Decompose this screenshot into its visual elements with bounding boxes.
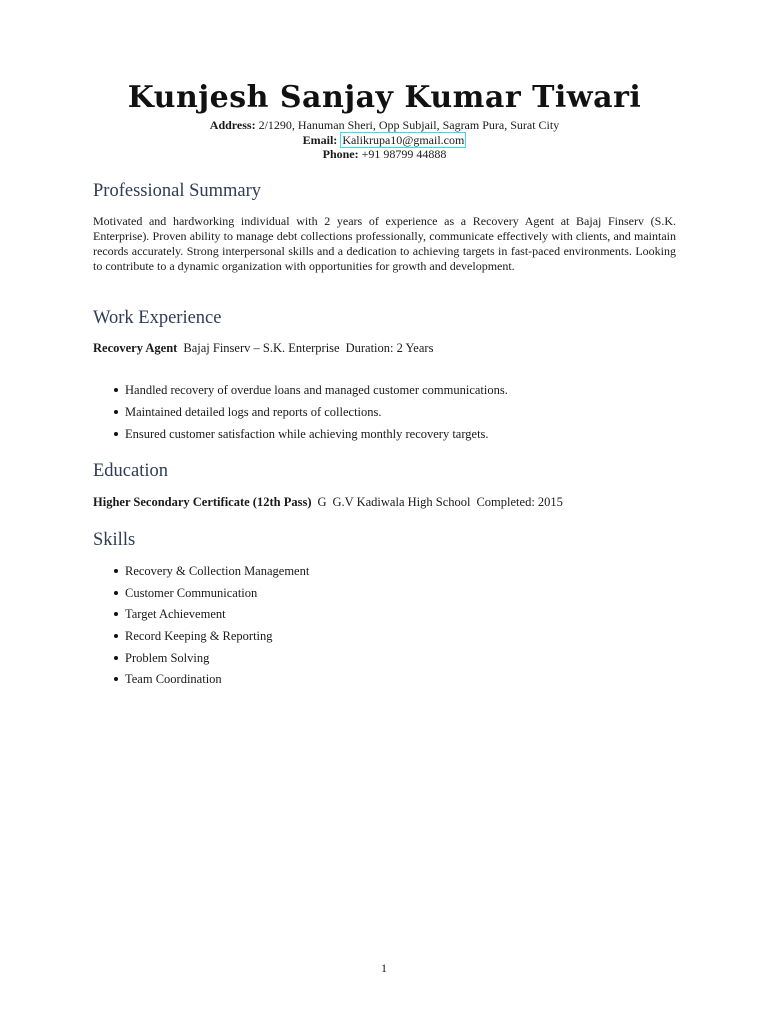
email-line <box>93 133 676 147</box>
bullet-icon <box>114 612 118 616</box>
bullet-icon <box>114 569 118 573</box>
education-completed: Completed: 2015 <box>476 495 563 509</box>
address-value: 2/1290, Hanuman Sheri, Opp Subjail, Sagram Pura, Surat City <box>258 118 560 132</box>
work-company: Bajaj Finserv – S.K. Enterprise <box>183 341 340 355</box>
education-entry <box>93 495 563 510</box>
education-school: G.V Kadiwala High School <box>332 495 471 509</box>
bullet-icon <box>114 388 118 392</box>
education-degree: Higher Secondary Certificate (12th Pass) <box>93 495 312 509</box>
section-title-education: Education <box>93 461 169 481</box>
list-item: Customer Communication <box>93 586 309 608</box>
section-title-work: Work Experience <box>93 308 222 328</box>
summary-text: Motivated and hardworking individual with 2 years of experience as a Recovery Agent at Bajaj Finserv (S.K. Enterprise). Proven ability to manage debt collections professionally, communicate effectively with clients, and maintain records accurately. Strong interpersonal skills and a dedication to achieving targets in fast-paced environments. Looking to contribute to a dynamic organization with opportunities for growth and development. <box>93 214 676 273</box>
email-link[interactable]: Kalikrupa10@gmail.com <box>342 133 465 147</box>
email-label: Email: <box>302 133 338 147</box>
page-number: 1 <box>381 961 387 975</box>
address-line <box>93 118 676 132</box>
list-item: Handled recovery of overdue loans and managed customer communications. <box>93 383 508 405</box>
phone-value: +91 98799 44888 <box>361 147 447 161</box>
list-item: Problem Solving <box>93 651 309 673</box>
list-item: Record Keeping & Reporting <box>93 629 309 651</box>
education-mark: G <box>317 495 327 509</box>
list-item: Ensured customer satisfaction while achieving monthly recovery targets. <box>93 427 508 449</box>
address-label: Address: <box>209 118 256 132</box>
work-bullet-list <box>93 383 508 449</box>
bullet-icon <box>114 591 118 595</box>
section-title-summary: Professional Summary <box>93 181 262 201</box>
phone-label: Phone: <box>322 147 359 161</box>
work-entry <box>93 341 433 356</box>
section-title-skills: Skills <box>93 530 136 550</box>
candidate-name: Kunjesh Sanjay Kumar Tiwari <box>127 80 642 115</box>
phone-line <box>93 147 676 161</box>
bullet-icon <box>114 656 118 660</box>
work-role: Recovery Agent <box>93 341 178 355</box>
bullet-icon <box>114 634 118 638</box>
work-duration: Duration: 2 Years <box>345 341 434 355</box>
bullet-icon <box>114 410 118 414</box>
bullet-icon <box>114 432 118 436</box>
skills-bullet-list <box>93 564 309 694</box>
list-item: Maintained detailed logs and reports of collections. <box>93 405 508 427</box>
bullet-icon <box>114 677 118 681</box>
list-item: Recovery & Collection Management <box>93 564 309 586</box>
list-item: Team Coordination <box>93 672 309 694</box>
list-item: Target Achievement <box>93 607 309 629</box>
